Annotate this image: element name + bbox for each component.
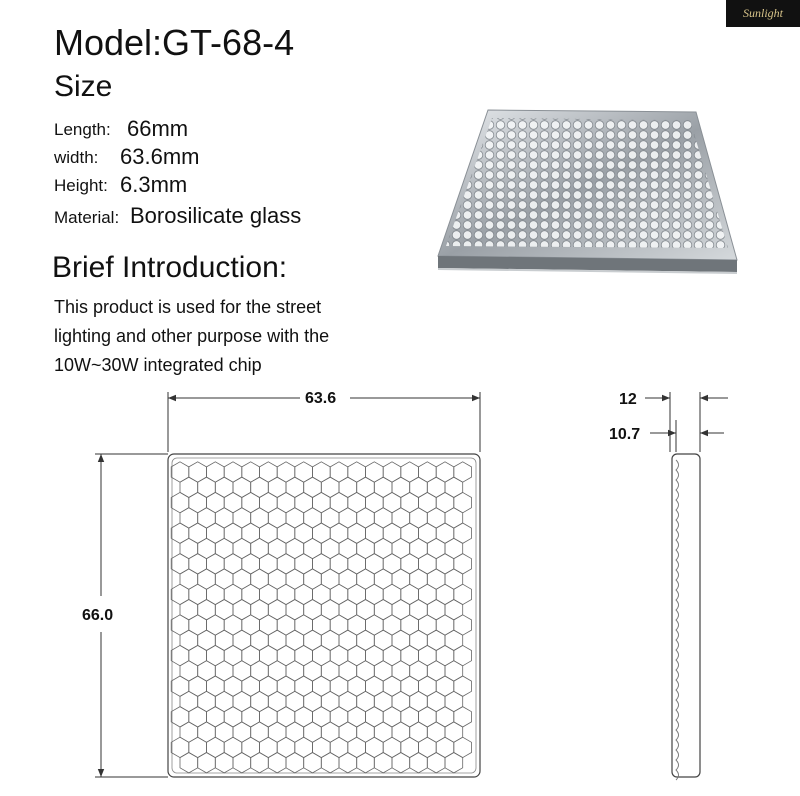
front-view (95, 392, 480, 777)
spec-length-label: Length: (54, 120, 111, 139)
height-dimension: 66.0 (82, 607, 114, 624)
spec-length-value: 66mm (127, 116, 189, 141)
thickness-outer-dimension: 12 (619, 391, 637, 408)
description-line-2: lighting and other purpose with the (54, 326, 330, 346)
width-dimension: 63.6 (305, 390, 337, 407)
spec-material-value: Borosilicate glass (130, 203, 302, 228)
side-view (645, 392, 728, 780)
spec-height-value: 6.3mm (120, 172, 188, 197)
spec-height-label: Height: (54, 176, 108, 195)
model-title: Model:GT-68-4 (54, 22, 295, 63)
description-line-1: This product is used for the street (54, 297, 322, 317)
thickness-inner-dimension: 10.7 (609, 426, 641, 443)
brand-logo: Sunlight (726, 0, 800, 27)
description-line-3: 10W~30W integrated chip (54, 355, 262, 375)
spec-material-label: Material: (54, 208, 120, 227)
product-photo (438, 110, 737, 274)
brief-heading: Brief Introduction: (52, 251, 288, 284)
spec-width-value: 63.6mm (120, 144, 200, 169)
spec-width-label: width: (54, 148, 99, 167)
size-heading: Size (54, 70, 113, 103)
